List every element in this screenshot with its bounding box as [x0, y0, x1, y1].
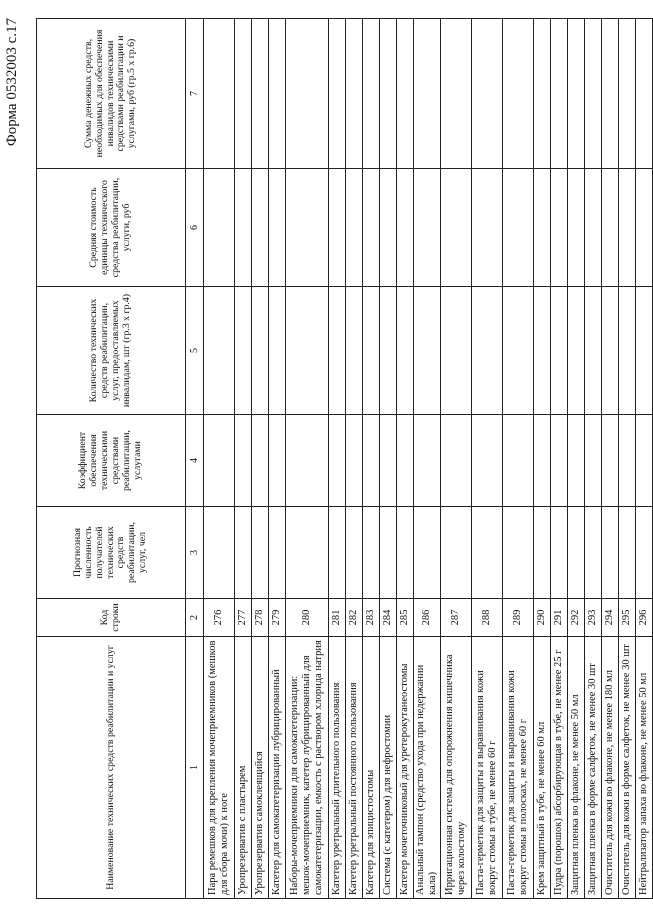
cell-total[interactable] — [502, 19, 533, 169]
cell-recipients[interactable] — [502, 507, 533, 599]
cell-coefficient[interactable] — [286, 415, 329, 507]
row-code: 290 — [533, 599, 550, 637]
row-name: Уропрезерватив самоклеящийся — [252, 637, 269, 899]
row-code: 286 — [414, 599, 441, 637]
cell-coefficient[interactable] — [618, 415, 635, 507]
row-name: Защитная пленка во флаконе, не менее 50 мл — [567, 637, 584, 899]
cell-coefficient[interactable] — [584, 415, 601, 507]
table-row — [601, 19, 618, 899]
cell-recipients[interactable] — [329, 507, 346, 599]
cell-coefficient[interactable] — [567, 415, 584, 507]
cell-unit-cost[interactable] — [440, 169, 471, 287]
row-code: 291 — [550, 599, 567, 637]
form-code: Форма 0532003 с.17 — [4, 18, 20, 147]
cell-unit-cost[interactable] — [269, 169, 286, 287]
cell-coefficient[interactable] — [533, 415, 550, 507]
header-col5: Количество технических средств реабилитации, услуг, предоставляемых инвалидам, шт (гр.3 х гр.4) — [37, 287, 186, 415]
table-row — [363, 19, 380, 899]
cell-quantity[interactable] — [414, 287, 441, 415]
cell-recipients[interactable] — [584, 507, 601, 599]
row-name: Нейтрализатор запаха во флаконе, не менее 50 мл — [635, 637, 652, 899]
cell-quantity[interactable] — [584, 287, 601, 415]
cell-recipients[interactable] — [235, 507, 252, 599]
cell-coefficient[interactable] — [204, 415, 235, 507]
cell-quantity[interactable] — [567, 287, 584, 415]
cell-unit-cost[interactable] — [286, 169, 329, 287]
row-name: Ирригационная система для опорожнения кишечника через колостому — [440, 637, 471, 899]
cell-coefficient[interactable] — [635, 415, 652, 507]
cell-unit-cost[interactable] — [252, 169, 269, 287]
cell-unit-cost[interactable] — [618, 169, 635, 287]
cell-total[interactable] — [252, 19, 269, 169]
cell-coefficient[interactable] — [601, 415, 618, 507]
cell-recipients[interactable] — [440, 507, 471, 599]
rehab-means-table — [36, 18, 653, 899]
row-code: 278 — [252, 599, 269, 637]
cell-quantity[interactable] — [329, 287, 346, 415]
row-code: 289 — [502, 599, 533, 637]
column-number: 2 — [186, 599, 204, 637]
cell-coefficient[interactable] — [550, 415, 567, 507]
cell-total[interactable] — [204, 19, 235, 169]
cell-total[interactable] — [286, 19, 329, 169]
cell-quantity[interactable] — [550, 287, 567, 415]
cell-quantity[interactable] — [440, 287, 471, 415]
cell-unit-cost[interactable] — [502, 169, 533, 287]
table-row — [533, 19, 550, 899]
header-col2: Код строки — [37, 599, 186, 637]
cell-coefficient[interactable] — [440, 415, 471, 507]
cell-unit-cost[interactable] — [363, 169, 380, 287]
cell-recipients[interactable] — [471, 507, 502, 599]
cell-total[interactable] — [618, 19, 635, 169]
row-code: 287 — [440, 599, 471, 637]
cell-coefficient[interactable] — [414, 415, 441, 507]
cell-coefficient[interactable] — [252, 415, 269, 507]
header-col1: Наименование технических средств реабилитации и услуг — [37, 637, 186, 899]
cell-unit-cost[interactable] — [204, 169, 235, 287]
table-row — [329, 19, 346, 899]
cell-recipients[interactable] — [363, 507, 380, 599]
cell-unit-cost[interactable] — [329, 169, 346, 287]
cell-quantity[interactable] — [252, 287, 269, 415]
row-name: Катетер для самокатетеризации лубрицированный — [269, 637, 286, 899]
cell-total[interactable] — [329, 19, 346, 169]
row-name: Очиститель для кожи во флаконе, не менее 180 мл — [601, 637, 618, 899]
column-number-row — [186, 19, 204, 899]
cell-recipients[interactable] — [286, 507, 329, 599]
table-row — [502, 19, 533, 899]
row-name: Пара ремешков для крепления мочеприемников (мешков для сбора мочи) к ноге — [204, 637, 235, 899]
row-code: 295 — [618, 599, 635, 637]
row-name: Катетер уретральный постоянного пользования — [346, 637, 363, 899]
cell-recipients[interactable] — [567, 507, 584, 599]
cell-coefficient[interactable] — [380, 415, 397, 507]
cell-recipients[interactable] — [397, 507, 414, 599]
column-number: 4 — [186, 415, 204, 507]
cell-total[interactable] — [440, 19, 471, 169]
cell-unit-cost[interactable] — [380, 169, 397, 287]
cell-total[interactable] — [550, 19, 567, 169]
cell-quantity[interactable] — [397, 287, 414, 415]
row-code: 283 — [363, 599, 380, 637]
row-code: 292 — [567, 599, 584, 637]
table-row — [635, 19, 652, 899]
cell-total[interactable] — [533, 19, 550, 169]
row-code: 277 — [235, 599, 252, 637]
cell-total[interactable] — [235, 19, 252, 169]
cell-coefficient[interactable] — [502, 415, 533, 507]
table-row — [286, 19, 329, 899]
cell-quantity[interactable] — [346, 287, 363, 415]
cell-recipients[interactable] — [414, 507, 441, 599]
cell-recipients[interactable] — [346, 507, 363, 599]
cell-recipients[interactable] — [269, 507, 286, 599]
column-number: 1 — [186, 637, 204, 899]
table-row — [618, 19, 635, 899]
cell-total[interactable] — [380, 19, 397, 169]
table-row — [471, 19, 502, 899]
row-name: Катетер для эпицистостомы — [363, 637, 380, 899]
table-row — [550, 19, 567, 899]
cell-coefficient[interactable] — [471, 415, 502, 507]
cell-total[interactable] — [584, 19, 601, 169]
cell-unit-cost[interactable] — [414, 169, 441, 287]
cell-quantity[interactable] — [618, 287, 635, 415]
cell-unit-cost[interactable] — [533, 169, 550, 287]
cell-coefficient[interactable] — [269, 415, 286, 507]
cell-total[interactable] — [601, 19, 618, 169]
cell-recipients[interactable] — [618, 507, 635, 599]
cell-coefficient[interactable] — [329, 415, 346, 507]
row-code: 279 — [269, 599, 286, 637]
cell-unit-cost[interactable] — [635, 169, 652, 287]
column-number: 7 — [186, 19, 204, 169]
cell-quantity[interactable] — [533, 287, 550, 415]
column-number: 6 — [186, 169, 204, 287]
row-name: Очиститель для кожи в форме салфеток, не менее 30 шт — [618, 637, 635, 899]
table-row — [584, 19, 601, 899]
cell-recipients[interactable] — [380, 507, 397, 599]
cell-recipients[interactable] — [550, 507, 567, 599]
row-name: Система (с катетером) для нефростомии — [380, 637, 397, 899]
cell-quantity[interactable] — [363, 287, 380, 415]
row-name: Наборы-мочеприемники для самокатетеризации: мешок-мочеприемник, катетер лубрицированный для самокатетеризации, емкость с раствором хлорида натрия — [286, 637, 329, 899]
row-name: Катетер мочеточниковый для уретерокутанеостомы — [397, 637, 414, 899]
cell-unit-cost[interactable] — [397, 169, 414, 287]
cell-coefficient[interactable] — [363, 415, 380, 507]
column-number: 3 — [186, 507, 204, 599]
cell-unit-cost[interactable] — [550, 169, 567, 287]
table-row — [414, 19, 441, 899]
cell-total[interactable] — [397, 19, 414, 169]
row-code: 294 — [601, 599, 618, 637]
row-name: Пудра (порошок) абсорбирующая в тубе, не менее 25 г — [550, 637, 567, 899]
cell-coefficient[interactable] — [235, 415, 252, 507]
cell-quantity[interactable] — [471, 287, 502, 415]
row-code: 281 — [329, 599, 346, 637]
cell-total[interactable] — [346, 19, 363, 169]
cell-quantity[interactable] — [502, 287, 533, 415]
row-code: 296 — [635, 599, 652, 637]
cell-recipients[interactable] — [635, 507, 652, 599]
row-code: 285 — [397, 599, 414, 637]
header-col7: Сумма денежных средств, необходимых для обеспечения инвалидов техническими средствами реабилитации и услугами, руб (гр.5 х гр.6) — [37, 19, 186, 169]
cell-total[interactable] — [363, 19, 380, 169]
cell-recipients[interactable] — [252, 507, 269, 599]
cell-coefficient[interactable] — [397, 415, 414, 507]
row-code: 288 — [471, 599, 502, 637]
cell-total[interactable] — [635, 19, 652, 169]
table-row — [252, 19, 269, 899]
row-name: Крем защитный в тубе, не менее 60 мл — [533, 637, 550, 899]
table-row — [397, 19, 414, 899]
cell-total[interactable] — [567, 19, 584, 169]
cell-quantity[interactable] — [235, 287, 252, 415]
row-name: Паста-герметик для защиты и выравнивания кожи вокруг стомы в полосках, не менее 60 г — [502, 637, 533, 899]
header-col4: Коэффициент обеспечения техническими средствами реабилитации, услугами — [37, 415, 186, 507]
cell-total[interactable] — [269, 19, 286, 169]
cell-quantity[interactable] — [204, 287, 235, 415]
table-row — [269, 19, 286, 899]
table-row — [380, 19, 397, 899]
cell-quantity[interactable] — [269, 287, 286, 415]
row-code: 284 — [380, 599, 397, 637]
cell-total[interactable] — [471, 19, 502, 169]
table-row — [235, 19, 252, 899]
cell-quantity[interactable] — [635, 287, 652, 415]
row-name: Паста-герметик для защиты и выравнивания кожи вокруг стомы в тубе, не менее 60 г — [471, 637, 502, 899]
cell-recipients[interactable] — [533, 507, 550, 599]
row-code: 293 — [584, 599, 601, 637]
row-code: 280 — [286, 599, 329, 637]
table-row — [204, 19, 235, 899]
row-name: Защитная пленка в форме салфеток, не менее 30 шт — [584, 637, 601, 899]
header-row — [37, 19, 186, 899]
header-col6: Средняя стоимость единицы технического средства реабилитации, услуги, руб — [37, 169, 186, 287]
row-name: Анальный тампон (средство ухода при недержании кала) — [414, 637, 441, 899]
cell-total[interactable] — [414, 19, 441, 169]
cell-quantity[interactable] — [286, 287, 329, 415]
cell-unit-cost[interactable] — [235, 169, 252, 287]
row-code: 282 — [346, 599, 363, 637]
row-code: 276 — [204, 599, 235, 637]
table-row — [440, 19, 471, 899]
cell-coefficient[interactable] — [346, 415, 363, 507]
cell-unit-cost[interactable] — [567, 169, 584, 287]
row-name: Катетер уретральный длительного пользования — [329, 637, 346, 899]
header-col3: Прогнозная численность получателей технических средств реабилитации, услуг, чел — [37, 507, 186, 599]
column-number: 5 — [186, 287, 204, 415]
cell-unit-cost[interactable] — [471, 169, 502, 287]
table-row — [346, 19, 363, 899]
cell-recipients[interactable] — [204, 507, 235, 599]
cell-recipients[interactable] — [601, 507, 618, 599]
cell-quantity[interactable] — [380, 287, 397, 415]
table-row — [567, 19, 584, 899]
cell-quantity[interactable] — [601, 287, 618, 415]
cell-unit-cost[interactable] — [601, 169, 618, 287]
cell-unit-cost[interactable] — [346, 169, 363, 287]
row-name: Уропрезерватив с пластырем — [235, 637, 252, 899]
cell-unit-cost[interactable] — [584, 169, 601, 287]
